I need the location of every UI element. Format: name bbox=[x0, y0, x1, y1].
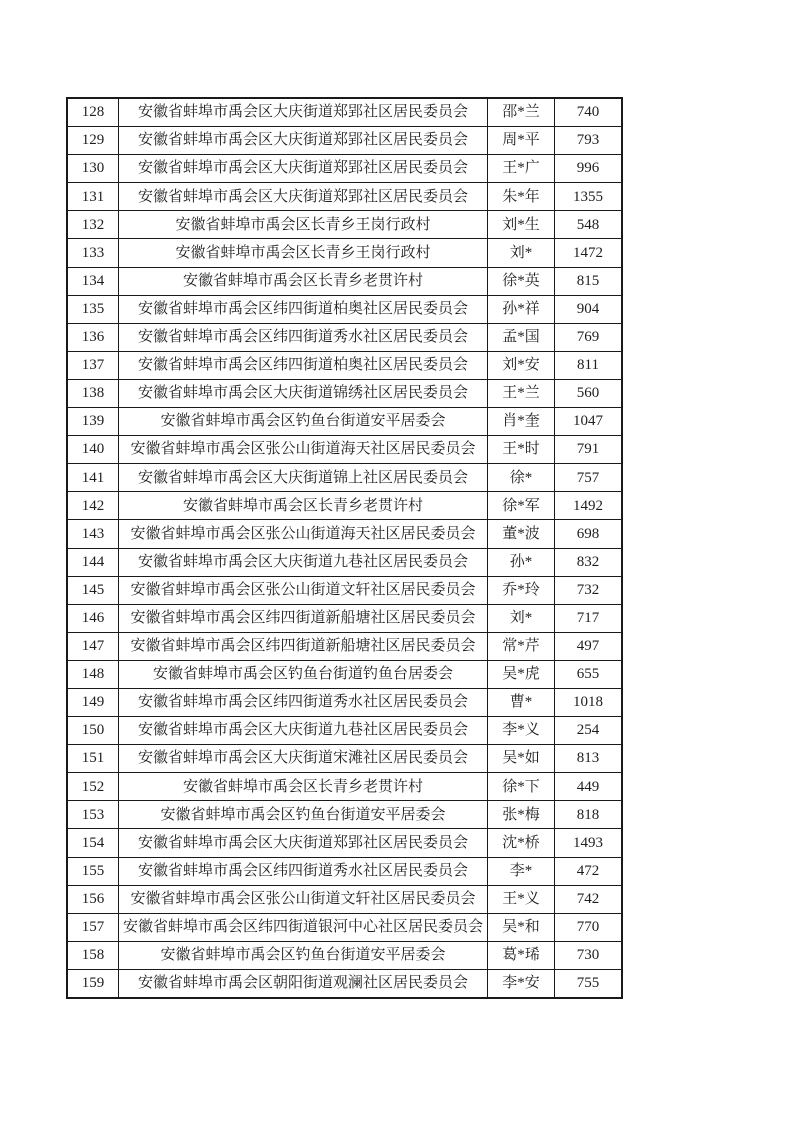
value-cell: 698 bbox=[555, 520, 623, 548]
table-row bbox=[67, 239, 622, 267]
value-cell: 791 bbox=[555, 436, 623, 464]
organization-cell: 安徽省蚌埠市禹会区大庆街道九巷社区居民委员会 bbox=[119, 717, 488, 745]
person-name-cell: 李*义 bbox=[488, 717, 555, 745]
table-row bbox=[67, 857, 622, 885]
table-row bbox=[67, 127, 622, 155]
person-name-cell: 刘* bbox=[488, 604, 555, 632]
person-name-cell: 葛*琋 bbox=[488, 941, 555, 969]
organization-cell: 安徽省蚌埠市禹会区长青乡王岗行政村 bbox=[119, 239, 488, 267]
organization-cell: 安徽省蚌埠市禹会区纬四街道新船塘社区居民委员会 bbox=[119, 632, 488, 660]
person-name-cell: 孟*国 bbox=[488, 323, 555, 351]
value-cell: 1018 bbox=[555, 688, 623, 716]
value-cell: 1493 bbox=[555, 829, 623, 857]
organization-cell: 安徽省蚌埠市禹会区大庆街道郑郢社区居民委员会 bbox=[119, 98, 488, 127]
table-row bbox=[67, 351, 622, 379]
value-cell: 472 bbox=[555, 857, 623, 885]
organization-cell: 安徽省蚌埠市禹会区大庆街道锦绣社区居民委员会 bbox=[119, 379, 488, 407]
person-name-cell: 吴*和 bbox=[488, 913, 555, 941]
table-body bbox=[67, 98, 622, 998]
value-cell: 717 bbox=[555, 604, 623, 632]
organization-cell: 安徽省蚌埠市禹会区大庆街道九巷社区居民委员会 bbox=[119, 548, 488, 576]
table-row bbox=[67, 576, 622, 604]
row-number-cell: 156 bbox=[67, 885, 119, 913]
table-row bbox=[67, 745, 622, 773]
table-row bbox=[67, 717, 622, 745]
row-number-cell: 134 bbox=[67, 267, 119, 295]
organization-cell: 安徽省蚌埠市禹会区长青乡王岗行政村 bbox=[119, 211, 488, 239]
organization-cell: 安徽省蚌埠市禹会区张公山街道文轩社区居民委员会 bbox=[119, 576, 488, 604]
organization-cell: 安徽省蚌埠市禹会区长青乡老贯许村 bbox=[119, 492, 488, 520]
person-name-cell: 周*平 bbox=[488, 127, 555, 155]
organization-cell: 安徽省蚌埠市禹会区大庆街道郑郢社区居民委员会 bbox=[119, 183, 488, 211]
person-name-cell: 徐*英 bbox=[488, 267, 555, 295]
row-number-cell: 154 bbox=[67, 829, 119, 857]
organization-cell: 安徽省蚌埠市禹会区大庆街道宋滩社区居民委员会 bbox=[119, 745, 488, 773]
organization-cell: 安徽省蚌埠市禹会区钓鱼台街道安平居委会 bbox=[119, 801, 488, 829]
value-cell: 755 bbox=[555, 969, 623, 998]
organization-cell: 安徽省蚌埠市禹会区纬四街道柏奥社区居民委员会 bbox=[119, 295, 488, 323]
value-cell: 813 bbox=[555, 745, 623, 773]
row-number-cell: 159 bbox=[67, 969, 119, 998]
table-row bbox=[67, 379, 622, 407]
table-row bbox=[67, 267, 622, 295]
row-number-cell: 130 bbox=[67, 155, 119, 183]
row-number-cell: 155 bbox=[67, 857, 119, 885]
organization-cell: 安徽省蚌埠市禹会区长青乡老贯许村 bbox=[119, 773, 488, 801]
person-name-cell: 邵*兰 bbox=[488, 98, 555, 127]
organization-cell: 安徽省蚌埠市禹会区大庆街道郑郢社区居民委员会 bbox=[119, 127, 488, 155]
row-number-cell: 140 bbox=[67, 436, 119, 464]
value-cell: 996 bbox=[555, 155, 623, 183]
value-cell: 1047 bbox=[555, 408, 623, 436]
person-name-cell: 吴*如 bbox=[488, 745, 555, 773]
value-cell: 770 bbox=[555, 913, 623, 941]
person-name-cell: 王*时 bbox=[488, 436, 555, 464]
person-name-cell: 沈*桥 bbox=[488, 829, 555, 857]
organization-cell: 安徽省蚌埠市禹会区钓鱼台街道安平居委会 bbox=[119, 941, 488, 969]
person-name-cell: 徐* bbox=[488, 464, 555, 492]
organization-cell: 安徽省蚌埠市禹会区张公山街道海天社区居民委员会 bbox=[119, 436, 488, 464]
person-name-cell: 孙* bbox=[488, 548, 555, 576]
table-row bbox=[67, 688, 622, 716]
organization-cell: 安徽省蚌埠市禹会区纬四街道银河中心社区居民委员会 bbox=[119, 913, 488, 941]
table-row bbox=[67, 464, 622, 492]
organization-cell: 安徽省蚌埠市禹会区朝阳街道观澜社区居民委员会 bbox=[119, 969, 488, 998]
row-number-cell: 144 bbox=[67, 548, 119, 576]
person-name-cell: 徐*军 bbox=[488, 492, 555, 520]
row-number-cell: 143 bbox=[67, 520, 119, 548]
row-number-cell: 136 bbox=[67, 323, 119, 351]
person-name-cell: 曹* bbox=[488, 688, 555, 716]
table-row bbox=[67, 155, 622, 183]
organization-cell: 安徽省蚌埠市禹会区纬四街道柏奥社区居民委员会 bbox=[119, 351, 488, 379]
organization-cell: 安徽省蚌埠市禹会区张公山街道海天社区居民委员会 bbox=[119, 520, 488, 548]
row-number-cell: 151 bbox=[67, 745, 119, 773]
value-cell: 655 bbox=[555, 660, 623, 688]
value-cell: 732 bbox=[555, 576, 623, 604]
organization-cell: 安徽省蚌埠市禹会区纬四街道秀水社区居民委员会 bbox=[119, 688, 488, 716]
row-number-cell: 132 bbox=[67, 211, 119, 239]
person-name-cell: 徐*下 bbox=[488, 773, 555, 801]
value-cell: 254 bbox=[555, 717, 623, 745]
table-row bbox=[67, 408, 622, 436]
value-cell: 740 bbox=[555, 98, 623, 127]
value-cell: 769 bbox=[555, 323, 623, 351]
table-row bbox=[67, 492, 622, 520]
value-cell: 1472 bbox=[555, 239, 623, 267]
organization-cell: 安徽省蚌埠市禹会区钓鱼台街道安平居委会 bbox=[119, 408, 488, 436]
person-name-cell: 王*广 bbox=[488, 155, 555, 183]
row-number-cell: 150 bbox=[67, 717, 119, 745]
person-name-cell: 王*义 bbox=[488, 885, 555, 913]
value-cell: 832 bbox=[555, 548, 623, 576]
table-row bbox=[67, 604, 622, 632]
row-number-cell: 158 bbox=[67, 941, 119, 969]
row-number-cell: 157 bbox=[67, 913, 119, 941]
roster-table bbox=[66, 97, 623, 999]
value-cell: 1355 bbox=[555, 183, 623, 211]
table-row bbox=[67, 913, 622, 941]
person-name-cell: 常*芹 bbox=[488, 632, 555, 660]
organization-cell: 安徽省蚌埠市禹会区纬四街道秀水社区居民委员会 bbox=[119, 323, 488, 351]
table-row bbox=[67, 548, 622, 576]
row-number-cell: 152 bbox=[67, 773, 119, 801]
table-row bbox=[67, 295, 622, 323]
value-cell: 793 bbox=[555, 127, 623, 155]
table-row bbox=[67, 829, 622, 857]
row-number-cell: 131 bbox=[67, 183, 119, 211]
person-name-cell: 肖*奎 bbox=[488, 408, 555, 436]
value-cell: 1492 bbox=[555, 492, 623, 520]
person-name-cell: 张*梅 bbox=[488, 801, 555, 829]
person-name-cell: 刘* bbox=[488, 239, 555, 267]
person-name-cell: 刘*安 bbox=[488, 351, 555, 379]
table-row bbox=[67, 98, 622, 127]
value-cell: 497 bbox=[555, 632, 623, 660]
row-number-cell: 153 bbox=[67, 801, 119, 829]
row-number-cell: 145 bbox=[67, 576, 119, 604]
organization-cell: 安徽省蚌埠市禹会区张公山街道文轩社区居民委员会 bbox=[119, 885, 488, 913]
table-row bbox=[67, 773, 622, 801]
row-number-cell: 141 bbox=[67, 464, 119, 492]
value-cell: 560 bbox=[555, 379, 623, 407]
row-number-cell: 128 bbox=[67, 98, 119, 127]
value-cell: 811 bbox=[555, 351, 623, 379]
row-number-cell: 139 bbox=[67, 408, 119, 436]
value-cell: 757 bbox=[555, 464, 623, 492]
value-cell: 449 bbox=[555, 773, 623, 801]
person-name-cell: 李* bbox=[488, 857, 555, 885]
value-cell: 742 bbox=[555, 885, 623, 913]
organization-cell: 安徽省蚌埠市禹会区大庆街道郑郢社区居民委员会 bbox=[119, 829, 488, 857]
row-number-cell: 138 bbox=[67, 379, 119, 407]
row-number-cell: 135 bbox=[67, 295, 119, 323]
row-number-cell: 147 bbox=[67, 632, 119, 660]
table-row bbox=[67, 969, 622, 998]
table-row bbox=[67, 211, 622, 239]
person-name-cell: 李*安 bbox=[488, 969, 555, 998]
organization-cell: 安徽省蚌埠市禹会区钓鱼台街道钓鱼台居委会 bbox=[119, 660, 488, 688]
row-number-cell: 137 bbox=[67, 351, 119, 379]
value-cell: 730 bbox=[555, 941, 623, 969]
table-row bbox=[67, 660, 622, 688]
organization-cell: 安徽省蚌埠市禹会区纬四街道秀水社区居民委员会 bbox=[119, 857, 488, 885]
row-number-cell: 149 bbox=[67, 688, 119, 716]
table-row bbox=[67, 632, 622, 660]
value-cell: 904 bbox=[555, 295, 623, 323]
person-name-cell: 王*兰 bbox=[488, 379, 555, 407]
table-row bbox=[67, 941, 622, 969]
person-name-cell: 乔*玲 bbox=[488, 576, 555, 604]
row-number-cell: 148 bbox=[67, 660, 119, 688]
value-cell: 548 bbox=[555, 211, 623, 239]
person-name-cell: 刘*生 bbox=[488, 211, 555, 239]
organization-cell: 安徽省蚌埠市禹会区大庆街道郑郢社区居民委员会 bbox=[119, 155, 488, 183]
table-row bbox=[67, 885, 622, 913]
value-cell: 815 bbox=[555, 267, 623, 295]
table-row bbox=[67, 436, 622, 464]
organization-cell: 安徽省蚌埠市禹会区长青乡老贯许村 bbox=[119, 267, 488, 295]
row-number-cell: 146 bbox=[67, 604, 119, 632]
person-name-cell: 朱*年 bbox=[488, 183, 555, 211]
organization-cell: 安徽省蚌埠市禹会区大庆街道锦上社区居民委员会 bbox=[119, 464, 488, 492]
row-number-cell: 142 bbox=[67, 492, 119, 520]
row-number-cell: 129 bbox=[67, 127, 119, 155]
person-name-cell: 董*波 bbox=[488, 520, 555, 548]
value-cell: 818 bbox=[555, 801, 623, 829]
person-name-cell: 吴*虎 bbox=[488, 660, 555, 688]
table-row bbox=[67, 183, 622, 211]
table-row bbox=[67, 520, 622, 548]
person-name-cell: 孙*祥 bbox=[488, 295, 555, 323]
table-row bbox=[67, 801, 622, 829]
row-number-cell: 133 bbox=[67, 239, 119, 267]
organization-cell: 安徽省蚌埠市禹会区纬四街道新船塘社区居民委员会 bbox=[119, 604, 488, 632]
table-row bbox=[67, 323, 622, 351]
